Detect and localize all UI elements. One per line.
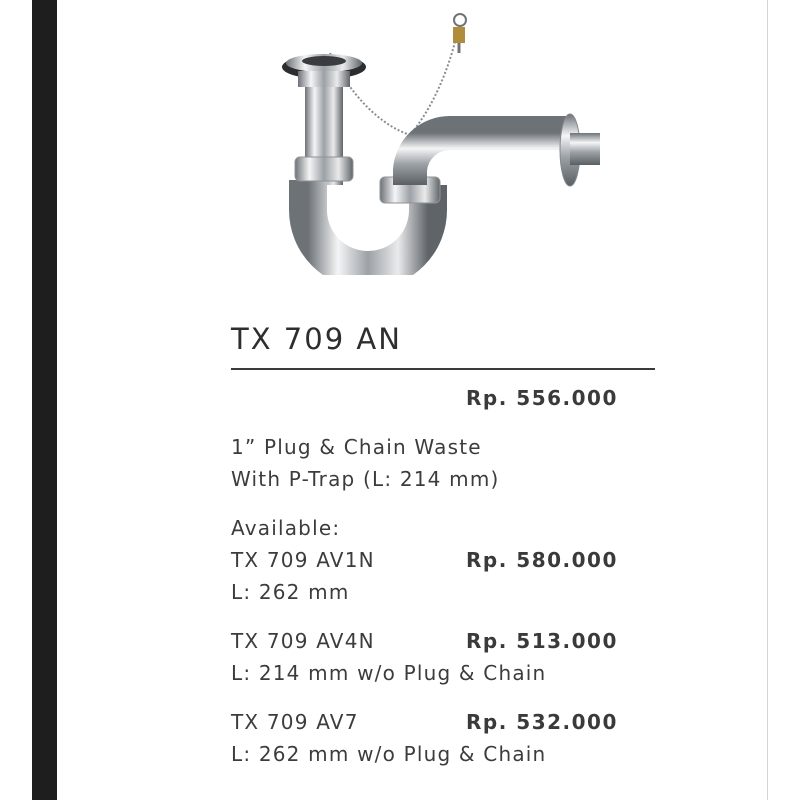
- variant-2-spec: L: 214 mm w/o Plug & Chain: [231, 661, 547, 685]
- product-title: TX 709 AN: [231, 322, 402, 356]
- variant-3-code: TX 709 AV7: [231, 710, 359, 734]
- title-underline: [231, 368, 655, 370]
- variant-1-spec: L: 262 mm: [231, 580, 350, 604]
- description-line-1: 1” Plug & Chain Waste: [231, 435, 482, 459]
- variant-3-spec: L: 262 mm w/o Plug & Chain: [231, 742, 547, 766]
- right-divider: [767, 0, 768, 800]
- variant-1-code: TX 709 AV1N: [231, 548, 375, 572]
- left-edge-bar: [32, 0, 57, 800]
- available-heading: Available:: [231, 516, 341, 540]
- variant-1-price: Rp. 580.000: [466, 548, 618, 572]
- description-line-2: With P-Trap (L: 214 mm): [231, 467, 500, 491]
- variant-2-code: TX 709 AV4N: [231, 629, 375, 653]
- product-price: Rp. 556.000: [466, 386, 618, 410]
- p-trap-image: [270, 5, 610, 275]
- variant-3-price: Rp. 532.000: [466, 710, 618, 734]
- variant-2-price: Rp. 513.000: [466, 629, 618, 653]
